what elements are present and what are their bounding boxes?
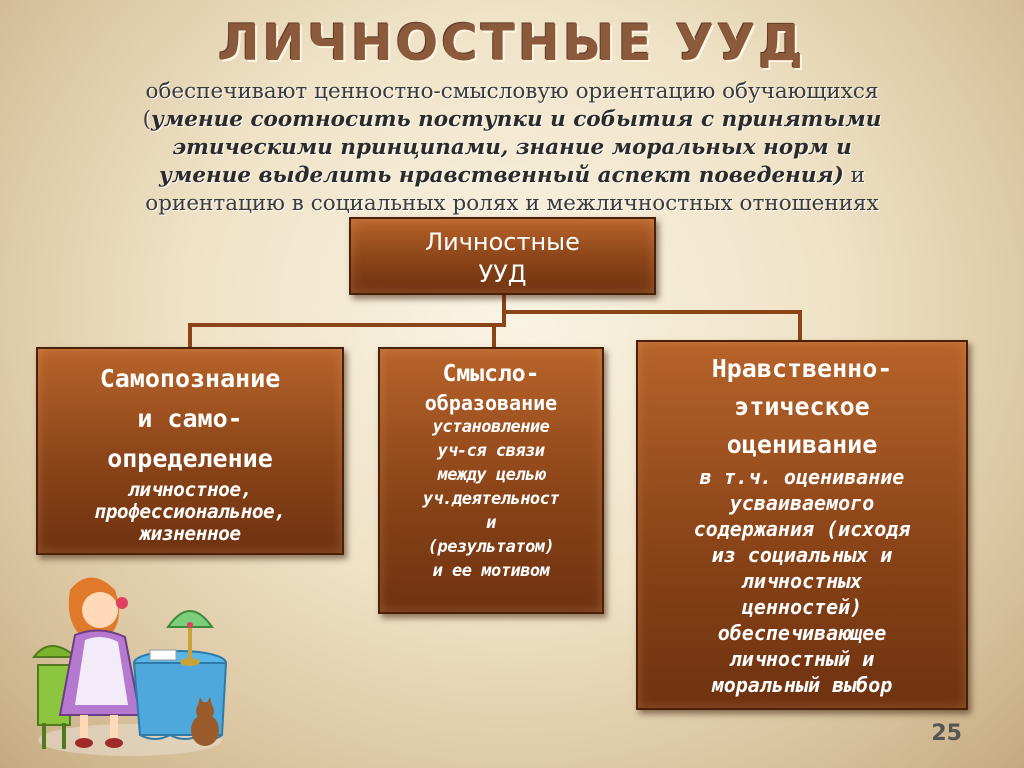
box-heading-line: Самопознание: [99, 364, 281, 393]
box-heading-line: Нравственно-: [711, 354, 893, 383]
box-body: личностное, профессиональное, жизненное: [94, 478, 286, 545]
box-heading-line: оценивание: [726, 430, 878, 459]
box-heading-line: и само-: [137, 404, 243, 433]
subtitle-emphasis-2: этическими принципами, знание моральных норм и: [172, 135, 852, 160]
subtitle-line-1: обеспечивают ценностно-смысловую ориентацию обучающихся: [145, 79, 879, 104]
subtitle-open-paren: (: [142, 107, 151, 132]
root-box-line-2: УУД: [478, 260, 527, 288]
connector-to-left: [190, 312, 504, 347]
page-number: 25: [931, 721, 962, 746]
box-body: установление уч-ся связи между целью уч.деятельност и (результатом) и ее мотивом: [422, 417, 560, 581]
box-moral-ethical-evaluation: [636, 340, 968, 710]
box-subheading: образование: [424, 391, 558, 415]
girl-at-table-illustration: [30, 565, 230, 760]
subtitle-conj: и: [843, 163, 865, 188]
box-self-knowledge: [36, 347, 344, 555]
box-meaning-formation: [378, 347, 604, 614]
box-body: в т.ч. оценивание усваиваемого содержания (исходя из социальных и личностных ценностей) обеспечивающее личностный и моральный выбор: [693, 465, 911, 697]
subtitle-emphasis-text-1: умение соотносить поступки и события с принятыми: [151, 107, 882, 132]
subtitle-emphasis-text-3: умение выделить нравственный аспект поведения): [159, 163, 844, 188]
subtitle-line-last: ориентацию в социальных ролях и межличностных отношениях: [145, 191, 879, 216]
connector-to-right: [504, 296, 800, 340]
box-heading-line: определение: [107, 444, 273, 473]
box-heading-line: этическое: [734, 392, 870, 421]
root-box-personal-uud: [349, 217, 656, 295]
box-heading-line: Смысло-: [442, 361, 540, 387]
slide-title: ЛИЧНОСТНЫЕ УУД: [218, 14, 806, 72]
root-box-line-1: Личностные: [425, 228, 580, 256]
